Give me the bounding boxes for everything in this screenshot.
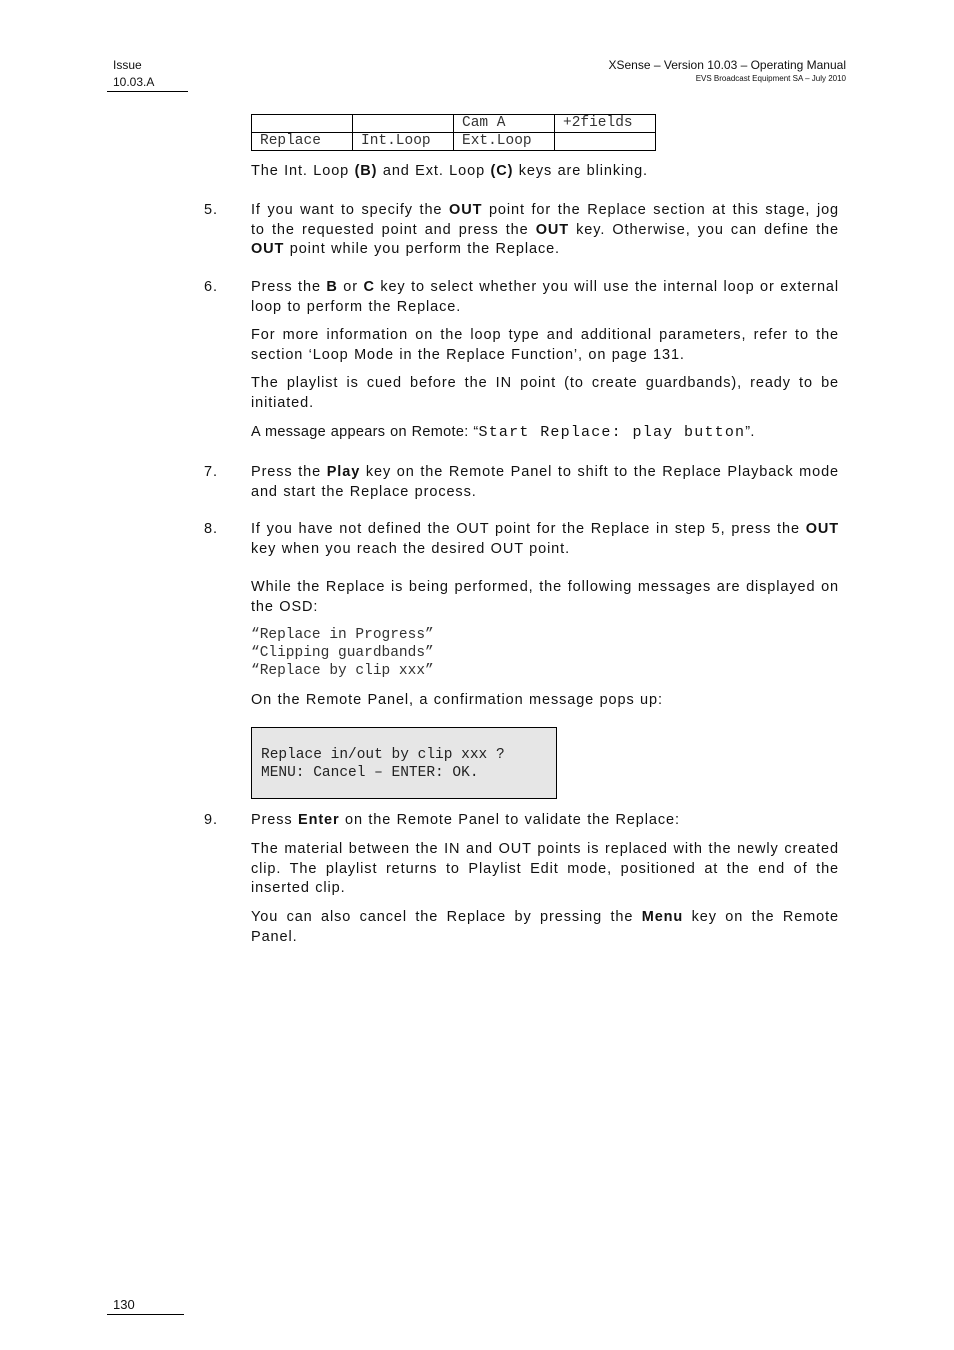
remote-message-note (251, 423, 839, 443)
key-table-row (252, 115, 656, 133)
key-cell: Cam A (454, 115, 555, 133)
page-number: 130 (113, 1297, 135, 1312)
text-run: key to select whether you will use the internal loop or external loop to perform the Replace. (251, 279, 839, 315)
key-cell: Int.Loop (353, 133, 454, 151)
key-cell: Ext.Loop (454, 133, 555, 151)
key-cell: +2fields (555, 115, 656, 133)
text-run: The Int. Loop (251, 163, 355, 179)
cancel-note (251, 908, 839, 947)
footer-rule (107, 1314, 184, 1315)
osd-message: “Replace in Progress” (251, 627, 434, 643)
issue-number: 10.03.A (113, 75, 155, 89)
text-run: A message appears on Remote: “ (251, 424, 479, 440)
step-6-text (251, 278, 839, 317)
confirmation-line: Replace in/out by clip xxx ? (261, 747, 505, 763)
step-9-text (251, 811, 839, 831)
replace-result-note: The material between the IN and OUT points is replaced with the newly created clip. The playlist returns to Playlist Edit mode, positioned at the end of the inserted clip. (251, 841, 839, 896)
text-run: Press the (251, 464, 327, 480)
text-run: You can also cancel the Replace by pressing the (251, 909, 642, 925)
confirmation-intro: On the Remote Panel, a confirmation message pops up: (251, 692, 663, 708)
step-number: 9. (204, 812, 218, 828)
header-rule (107, 91, 188, 92)
text-run: point for the Replace section at this stage, jog to the requested point and press the (251, 202, 839, 238)
step-number: 6. (204, 279, 218, 295)
text-run: If you want to specify the (251, 202, 450, 218)
key-table-row (252, 133, 656, 151)
blink-note (251, 162, 839, 182)
key-name: B (326, 279, 338, 295)
confirmation-line: MENU: Cancel – ENTER: OK. (261, 765, 479, 781)
text-run: Press the (251, 279, 327, 295)
key-name: OUT (535, 221, 570, 238)
text-run: point while you perform the Replace. (284, 241, 560, 257)
step-number: 7. (204, 464, 218, 480)
key-name: Enter (298, 812, 340, 828)
key-name: Menu (641, 909, 684, 925)
step-7-text (251, 463, 839, 502)
issue-label: Issue (113, 58, 142, 72)
text-run: key. Otherwise, you can define the (569, 221, 839, 238)
text-run: keys are blinking. (513, 163, 648, 179)
key-cell (555, 133, 656, 151)
text-run: Press (251, 812, 298, 828)
remote-key-table (251, 114, 656, 151)
key-name: OUT (251, 241, 285, 257)
key-name: OUT (805, 521, 839, 537)
osd-intro: While the Replace is being performed, the following messages are displayed on the OSD: (251, 579, 839, 615)
loop-reference-note: For more information on the loop type and additional parameters, refer to the section ‘Loop Mode in the Replace Function’, on page 131. (251, 327, 839, 363)
step-5-text (251, 201, 839, 260)
text-run: on the Remote Panel to validate the Replace: (339, 812, 680, 828)
text-run: and Ext. Loop (377, 163, 491, 179)
step-8-text (251, 520, 839, 559)
key-cell: Replace (252, 133, 353, 151)
step-number: 8. (204, 521, 218, 537)
cue-note: The playlist is cued before the IN point (to create guardbands), ready to be initiated. (251, 375, 839, 411)
text-run: key on the Remote Panel. (251, 909, 840, 945)
osd-message: “Clipping guardbands” (251, 645, 434, 661)
text-run: key when you reach the desired OUT point. (251, 540, 571, 557)
osd-message: “Replace by clip xxx” (251, 663, 434, 679)
text-run: ”. (745, 424, 755, 440)
step-number: 5. (204, 202, 218, 218)
remote-message: Start Replace: play button (478, 424, 746, 441)
key-name: (B) (354, 163, 378, 179)
key-cell (252, 115, 353, 133)
key-cell (353, 115, 454, 133)
text-run: or (337, 279, 364, 295)
manual-title: XSense – Version 10.03 – Operating Manual (608, 58, 846, 72)
key-name: C (363, 279, 375, 295)
text-run: If you have not defined the OUT point for the Replace in step 5, press the (251, 521, 806, 537)
key-name: Play (326, 464, 361, 480)
publisher-line: EVS Broadcast Equipment SA – July 2010 (695, 74, 846, 83)
key-name: (C) (490, 163, 514, 179)
remote-confirmation-box (251, 727, 557, 799)
text-run: key on the Remote Panel to shift to the Replace Playback mode and start the Replace process. (251, 464, 839, 500)
key-name: OUT (449, 202, 483, 218)
